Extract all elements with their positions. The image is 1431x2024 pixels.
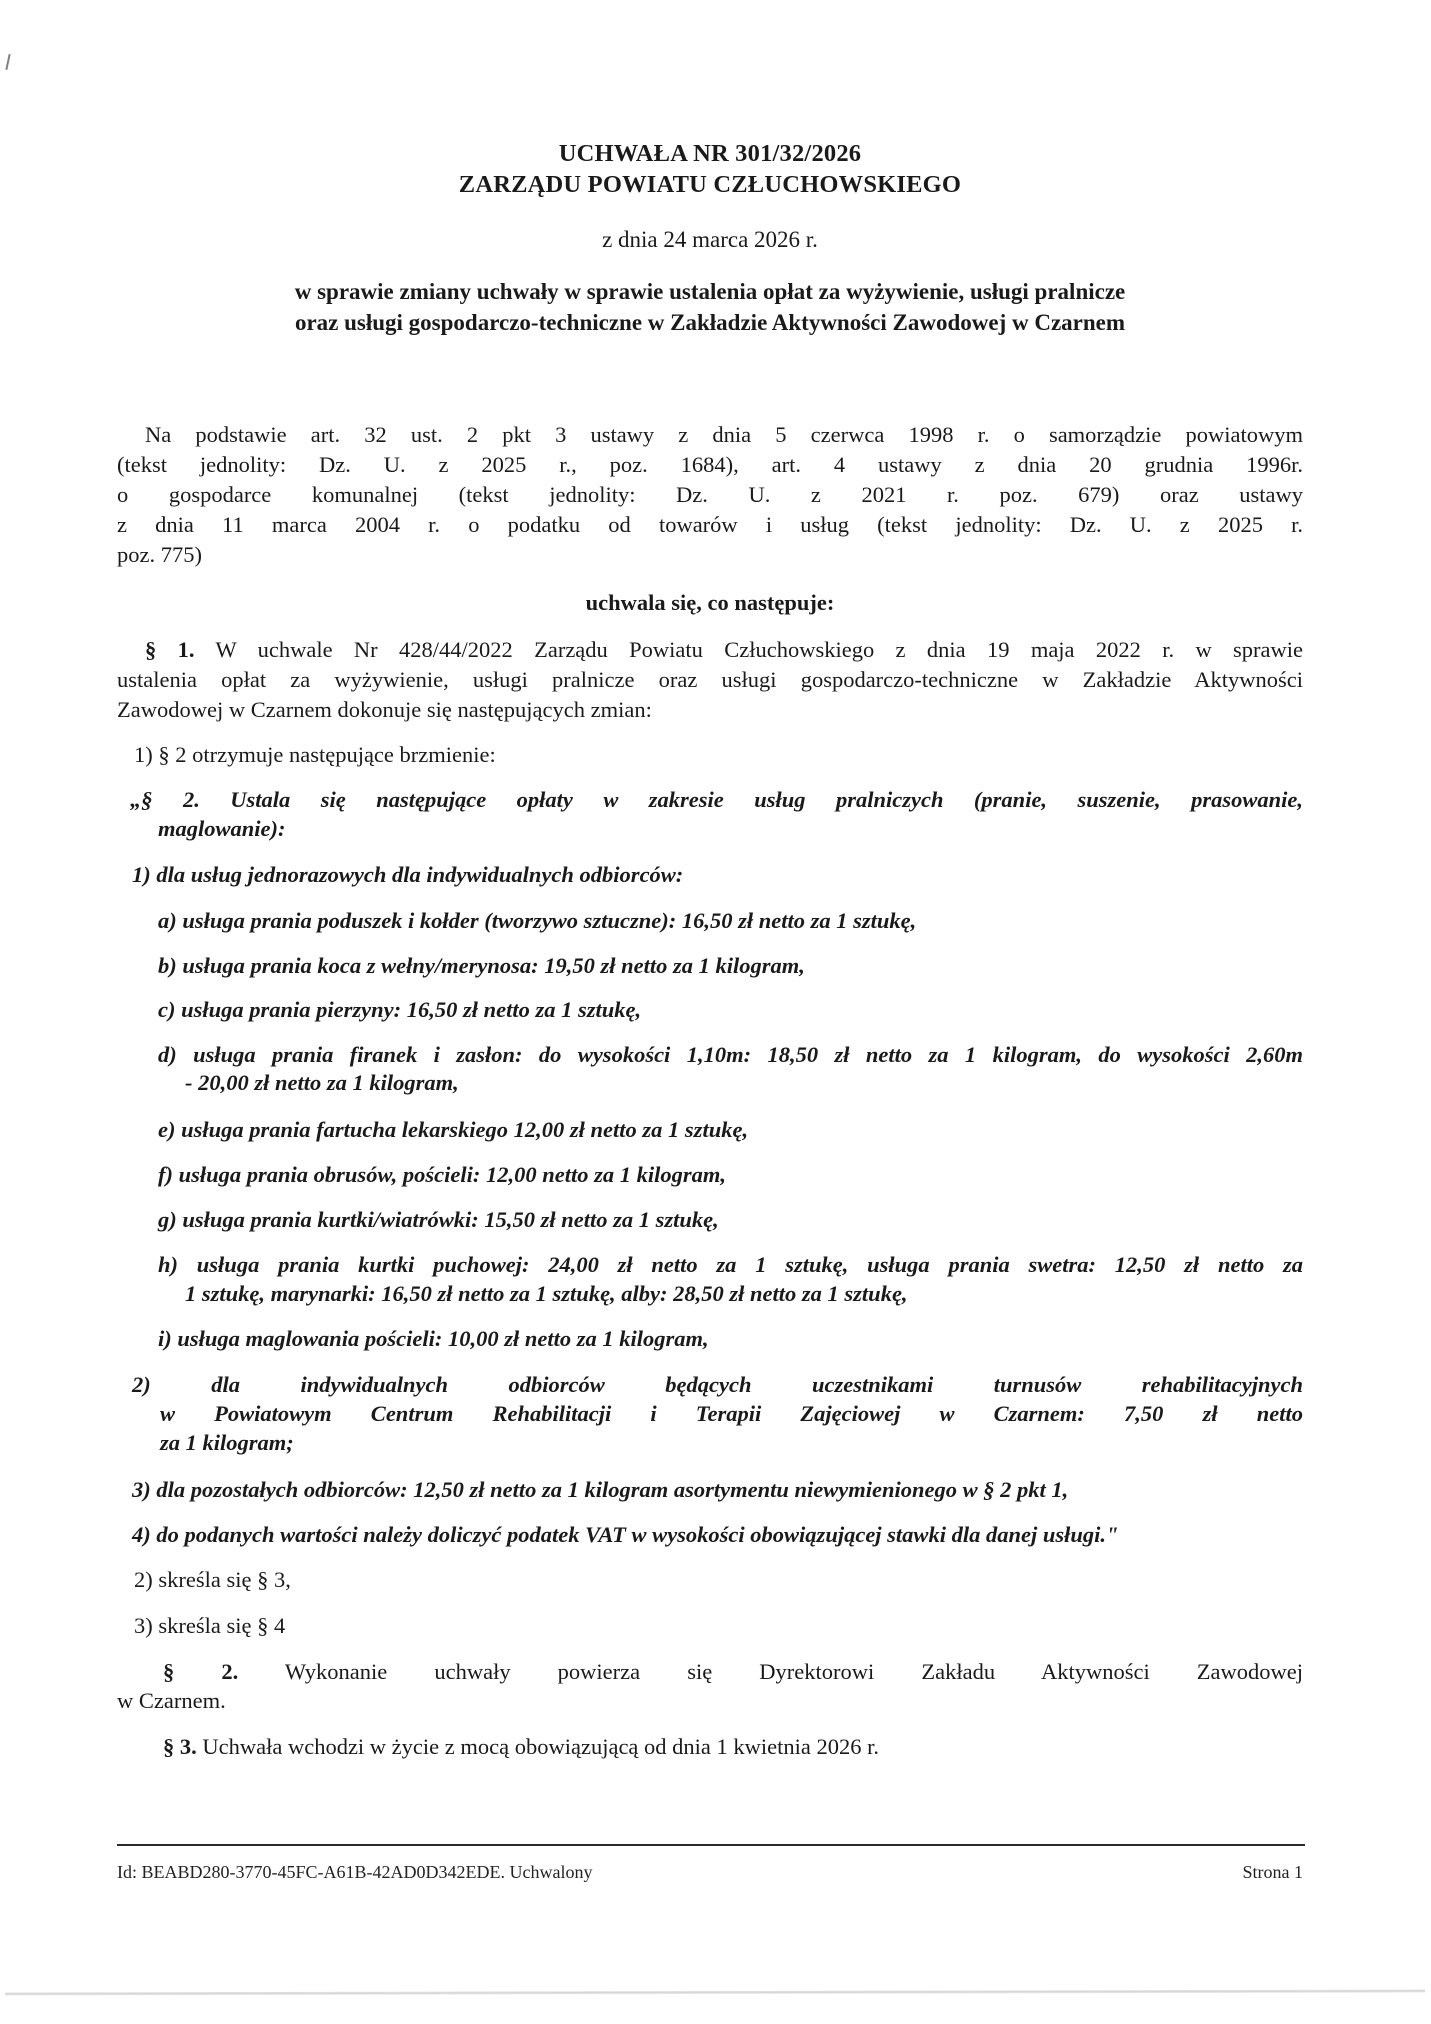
quoted-intro-line-2: maglowanie): [158,816,286,841]
issuing-body: ZARZĄDU POWIATU CZŁUCHOWSKIEGO [458,171,962,198]
section1-line-3: Zawodowej w Czarnem dokonuje się następujących zmian: [117,697,652,722]
quoted-point-1: 1) dla usług jednorazowych dla indywidualnych odbiorców: [132,862,684,887]
quoted-point-2-line-2: w Powiatowym Centrum Rehabilitacji i Terapii Zajęciowej w Czarnem: 7,50 zł netto [160,1401,1303,1426]
footer-divider [117,1844,1305,1846]
quoted-point-3: 3) dla pozostałych odbiorców: 12,50 zł netto za 1 kilogram asortymentu niewymienionego w § 2 pkt 1, [132,1477,1069,1502]
section1-marker: § 1. [145,637,195,662]
change-3: 3) skreśla się § 4 [134,1613,286,1638]
preamble-line-1: Na podstawie art. 32 ust. 2 pkt 3 ustawy z dnia 5 czerwca 1998 r. o samorządzie powiatowym [145,422,1303,447]
scan-page-edge [5,1990,1425,1996]
preamble-line-5: poz. 775) [117,542,202,567]
quoted-item-c: c) usługa prania pierzyny: 16,50 zł netto za 1 sztukę, [158,997,642,1022]
quoted-item-g: g) usługa prania kurtki/wiatrówki: 15,50 zł netto za 1 sztukę, [158,1207,719,1232]
section2-line-1: § 2. Wykonanie uchwały powierza się Dyrektorowi Zakładu Aktywności Zawodowej [163,1659,1303,1684]
resolves-heading: uchwala się, co następuje: [585,590,835,615]
quoted-item-h-line-2: 1 sztukę, marynarki: 16,50 zł netto za 1 sztukę, alby: 28,50 zł netto za 1 sztukę, [185,1281,908,1306]
document-id: Id: BEABD280-3770-45FC-A61B-42AD0D342EDE. Uchwalony [117,1862,593,1882]
section3-line: § 3. Uchwała wchodzi w życie z mocą obowiązującą od dnia 1 kwietnia 2026 r. [163,1734,880,1759]
quoted-point-2-line-1: 2) dla indywidualnych odbiorców będących uczestnikami turnusów rehabilitacyjnych [132,1372,1303,1397]
quoted-item-d-line-1: d) usługa prania firanek i zasłon: do wysokości 1,10m: 18,50 zł netto za 1 kilogram, do wysokości 2,60m [158,1042,1303,1067]
resolution-number: UCHWAŁA NR 301/32/2026 [558,140,862,167]
change-2: 2) skreśla się § 3, [134,1567,291,1592]
section3-marker: § 3. [163,1734,197,1759]
quoted-item-e: e) usługa prania fartucha lekarskiego 12,00 zł netto za 1 sztukę, [158,1117,749,1142]
preamble-line-3: o gospodarce komunalnej (tekst jednolity: Dz. U. z 2021 r. poz. 679) oraz ustawy [117,482,1303,507]
quoted-item-i: i) usługa maglowania pościeli: 10,00 zł netto za 1 kilogram, [158,1326,709,1351]
preamble-line-2: (tekst jednolity: Dz. U. z 2025 r., poz. 1684), art. 4 ustawy z dnia 20 grudnia 1996r. [117,452,1303,477]
quoted-item-h-line-1: h) usługa prania kurtki puchowej: 24,00 zł netto za 1 sztukę, usługa prania swetra: 12,50 zł netto za [158,1252,1303,1277]
quoted-item-d-line-2: - 20,00 zł netto za 1 kilogram, [185,1070,459,1095]
preamble-line-4: z dnia 11 marca 2004 r. o podatku od towarów i usług (tekst jednolity: Dz. U. z 2025 r. [117,512,1303,537]
change-1: 1) § 2 otrzymuje następujące brzmienie: [134,742,496,767]
page-number: Strona 1 [1242,1862,1303,1882]
section2-marker: § 2. [163,1659,239,1684]
quoted-item-a: a) usługa prania poduszek i kołder (tworzywo sztuczne): 16,50 zł netto za 1 sztukę, [158,908,917,933]
subject-line-2: oraz usługi gospodarczo-techniczne w Zakładzie Aktywności Zawodowej w Czarnem [294,310,1126,335]
quoted-item-f: f) usługa prania obrusów, pościeli: 12,00 netto za 1 kilogram, [158,1162,726,1187]
quoted-intro-line-1: „§ 2. Ustala się następujące opłaty w zakresie usług pralniczych (pranie, suszenie, prasowanie, [130,787,1303,812]
quoted-point-4: 4) do podanych wartości należy doliczyć podatek VAT w wysokości obowiązującej stawki dla danej usługi." [132,1522,1119,1547]
quoted-point-2-line-3: za 1 kilogram; [160,1430,294,1455]
section1-line-2: ustalenia opłat za wyżywienie, usługi pralnicze oraz usługi gospodarczo-techniczne w Zakładzie Aktywności [117,667,1303,692]
scan-artifact-mark [5,54,10,70]
quoted-item-b: b) usługa prania koca z wełny/merynosa: 19,50 zł netto za 1 kilogram, [158,953,805,978]
section1-line-1: § 1. W uchwale Nr 428/44/2022 Zarządu Powiatu Człuchowskiego z dnia 19 maja 2022 r. w sprawie [145,637,1304,662]
section2-line-2: w Czarnem. [117,1688,226,1713]
subject-line-1: w sprawie zmiany uchwały w sprawie ustalenia opłat za wyżywienie, usługi pralnicze [294,279,1126,304]
resolution-date: z dnia 24 marca 2026 r. [602,227,818,252]
